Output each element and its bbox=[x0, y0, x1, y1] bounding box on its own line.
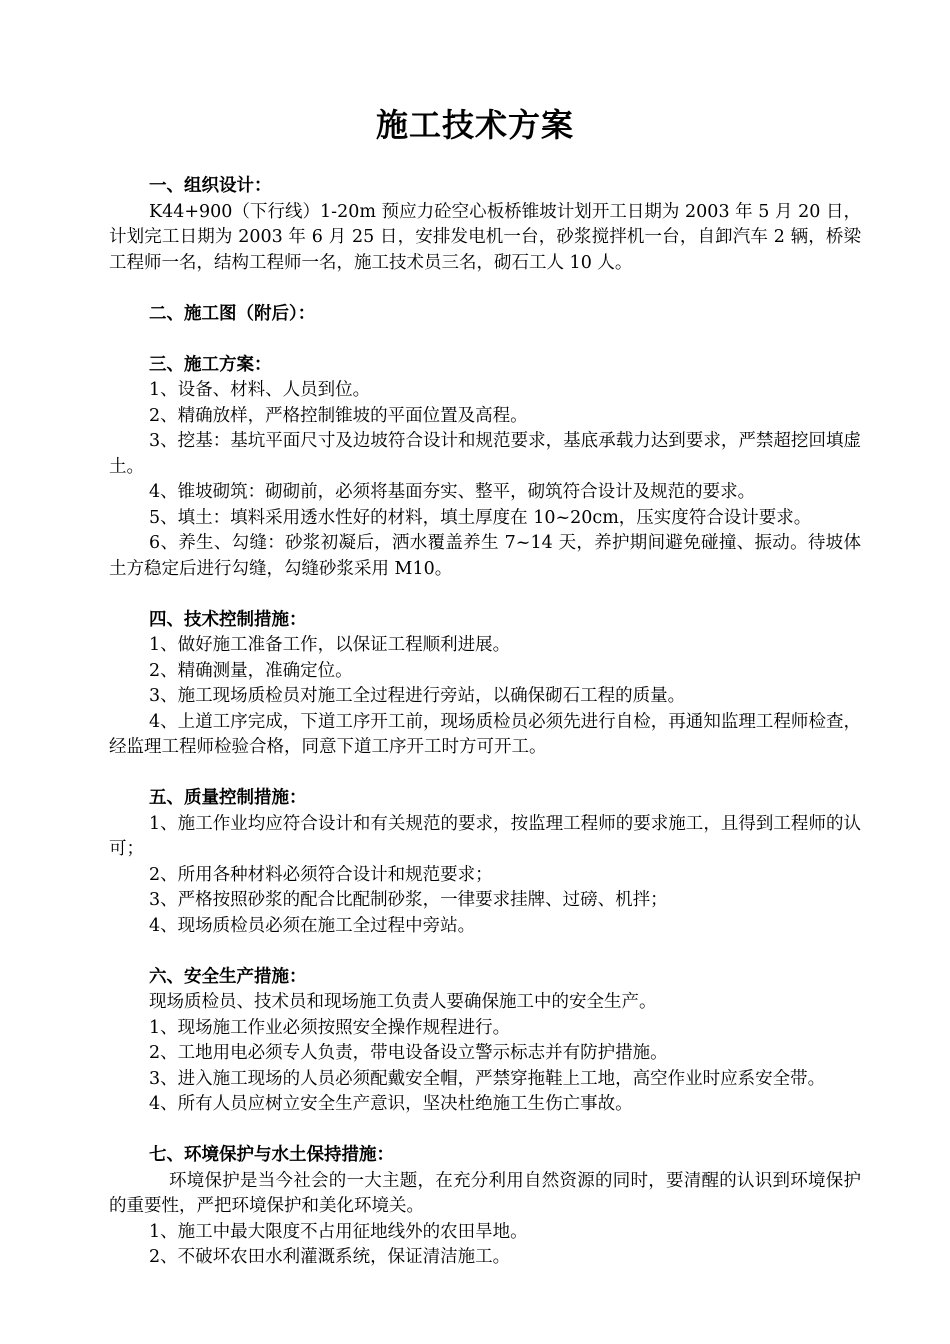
section-heading: 五、质量控制措施： bbox=[149, 788, 307, 808]
list-item: 1、现场施工作业必须按照安全操作规程进行。 bbox=[149, 1017, 511, 1038]
list-item: 3、施工现场质检员对施工全过程进行旁站，以确保砌石工程的质量。 bbox=[149, 686, 686, 706]
list-item: 6、养生、勾缝：砂浆初凝后，洒水覆盖养生 7~14 天，养护期间避免碰撞、振动。待坡体土方稳定后进行勾缝，勾缝砂浆采用 M10。 bbox=[109, 533, 861, 579]
section-heading: 六、安全生产措施： bbox=[149, 966, 307, 987]
section-safety bbox=[109, 965, 861, 1118]
paragraph: 环境保护是当今社会的一大主题，在充分利用自然资源的同时，要清醒的认识到环境保护的重要性，严把环境保护和美化环境关。 bbox=[109, 1170, 861, 1216]
list-item: 2、不破坏农田水利灌溉系统，保证清洁施工。 bbox=[149, 1247, 511, 1267]
list-item: 4、所有人员应树立安全生产意识，坚决杜绝施工生伤亡事故。 bbox=[149, 1094, 633, 1114]
section-construction-plan bbox=[109, 353, 861, 583]
list-item: 1、设备、材料、人员到位。 bbox=[149, 380, 371, 400]
section-quality-control bbox=[109, 786, 861, 939]
document-body bbox=[109, 174, 861, 1271]
list-item: 4、上道工序完成，下道工序开工前，现场质检员必须先进行自检，再通知监理工程师检查，经监理工程师检验合格，同意下道工序开工时方可开工。 bbox=[109, 711, 861, 757]
list-item: 1、施工作业均应符合设计和有关规范的要求，按监理工程师的要求施工，且得到工程师的认可； bbox=[109, 813, 861, 859]
section-technical-control bbox=[109, 608, 861, 761]
list-item: 5、填土：填料采用透水性好的材料，填土厚度在 10~20cm，压实度符合设计要求。 bbox=[149, 507, 812, 528]
paragraph: K44+900（下行线）1-20m 预应力砼空心板桥锥坡计划开工日期为 2003 年 5 月 20 日，计划完工日期为 2003 年 6 月 25 日，安排发电机一台，砂浆搅拌机一台，自卸汽车 2 辆，桥梁工程师一名，结构工程师一名，施工技术员三名，砌石工人 10 人。 bbox=[109, 201, 861, 273]
section-organization bbox=[109, 174, 861, 276]
list-item: 2、所用各种材料必须符合设计和规范要求； bbox=[149, 864, 493, 885]
list-item: 1、做好施工准备工作，以保证工程顺利进展。 bbox=[149, 635, 511, 655]
list-item: 1、施工中最大限度不占用征地线外的农田旱地。 bbox=[149, 1221, 528, 1242]
document-title: 施工技术方案 bbox=[375, 106, 574, 144]
list-item: 4、锥坡砌筑：砌砌前，必须将基面夯实、整平，砌筑符合设计及规范的要求。 bbox=[149, 482, 756, 502]
list-item: 3、进入施工现场的人员必须配戴安全帽，严禁穿拖鞋上工地，高空作业时应系安全带。 bbox=[149, 1068, 826, 1089]
list-item: 4、现场质检员必须在施工全过程中旁站。 bbox=[149, 915, 476, 936]
section-heading: 四、技术控制措施： bbox=[149, 609, 307, 630]
list-item: 2、精确放样，严格控制锥坡的平面位置及高程。 bbox=[149, 405, 528, 426]
section-heading: 三、施工方案： bbox=[149, 354, 272, 375]
section-drawings bbox=[109, 302, 861, 328]
section-heading: 一、组织设计： bbox=[149, 176, 272, 196]
section-heading: 七、环境保护与水土保持措施： bbox=[149, 1145, 394, 1165]
section-environment bbox=[109, 1143, 861, 1271]
section-heading: 二、施工图（附后）： bbox=[149, 303, 316, 324]
list-item: 2、工地用电必须专人负责，带电设备设立警示标志并有防护措施。 bbox=[149, 1043, 668, 1063]
list-item: 3、严格按照砂浆的配合比配制砂浆，一律要求挂牌、过磅、机拌； bbox=[149, 890, 668, 910]
list-item: 3、挖基：基坑平面尺寸及边坡符合设计和规范要求，基底承载力达到要求，严禁超挖回填虚土。 bbox=[109, 431, 861, 477]
list-item: 2、精确测量，准确定位。 bbox=[149, 660, 353, 681]
paragraph: 现场质检员、技术员和现场施工负责人要确保施工中的安全生产。 bbox=[149, 992, 657, 1012]
